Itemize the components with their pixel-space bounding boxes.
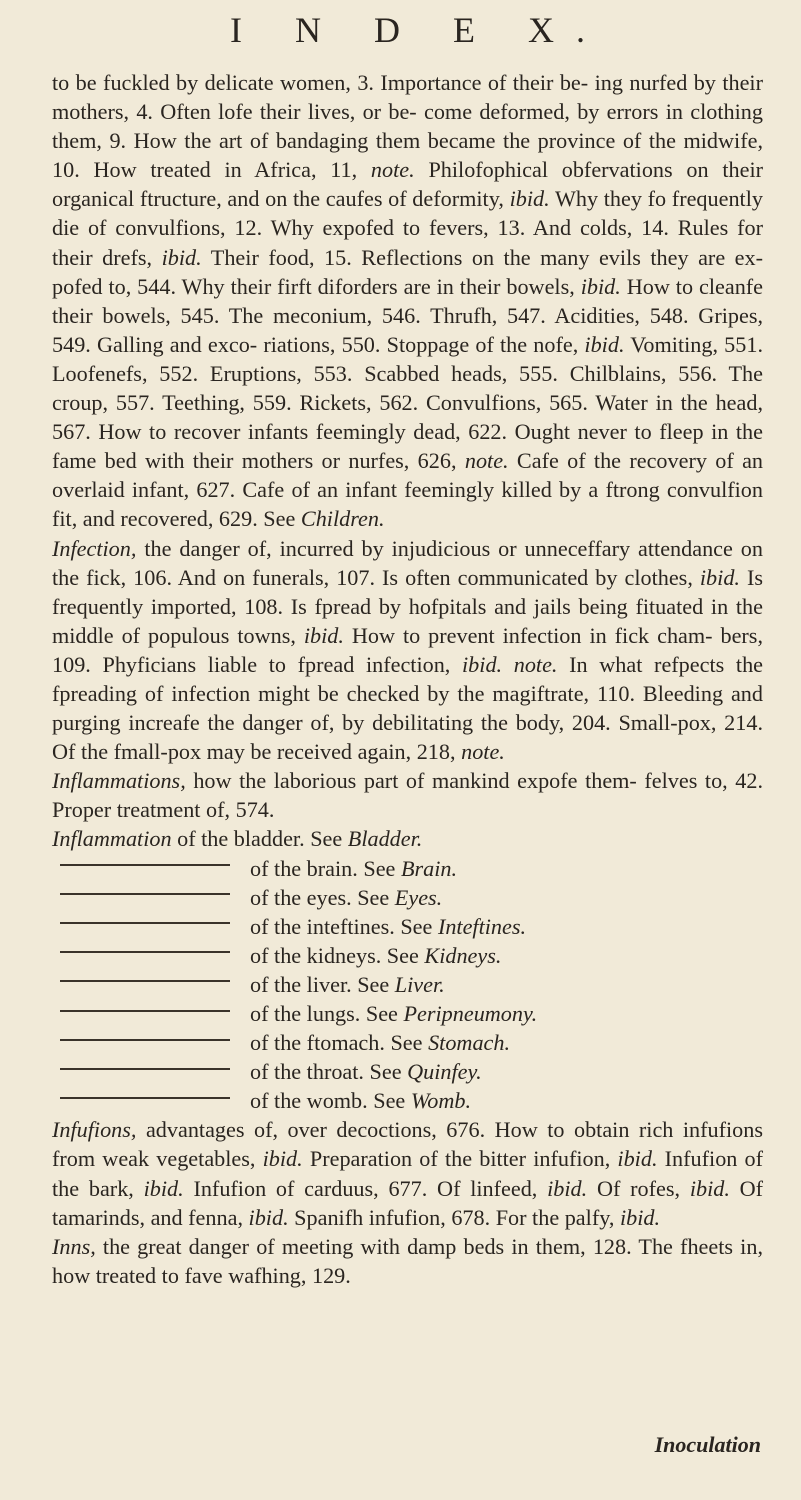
entry-inns: Inns, the great danger of meeting with damp beds in them, 128. The fheets in, how treated to fave wafhing, 129. — [52, 1233, 763, 1288]
list-item: of the brain. See Brain. — [52, 854, 763, 883]
ditto-rule — [60, 1068, 230, 1070]
list-item: of the womb. See Womb. — [52, 1086, 763, 1115]
entry-heading: Infufions, — [52, 1117, 137, 1143]
index-body — [52, 68, 763, 1290]
page-header: I N D E X. — [230, 10, 607, 50]
ditto-rule — [60, 1039, 230, 1041]
entry-infusions: Infufions, advantages of, over decoctions, 676. How to obtain rich infufions from weak vegetables, ibid. Preparation of the bitter infufion, ibid. Infufion of the bark, ibid. Infufion of carduus, 677. Of linfeed, ibid. Of rofes, ibid. Of tamarinds, and fenna, ibid. Spanifh infufion, 678. For the palfy, ibid. — [52, 1117, 764, 1230]
ditto-rule — [60, 864, 230, 866]
entry-infants-continued: to be fuckled by delicate women, 3. Importance of their be- ing nurfed by their mothers, 4. Often lofe their lives, or be- come deformed, by errors in clothing them, 9. How the art of bandaging them became the province of the midwife, 10. How treated in Africa, 11, note. Philofophical obfervations on their organical ftructure, and on the caufes of deformity, ibid. Why they fo frequently die of convulfions, 12. Why expofed to fevers, 13. And colds, 14. Rules for their drefs, ibid. Their food, 15. Reflections on the many evils they are ex- pofed to, 544. Why their firft diforders are in their bowels, ibid. How to cleanfe their bowels, 545. The meconium, 546. Thrufh, 547. Acidities, 548. Gripes, 549. Galling and exco- riations, 550. Stoppage of the nofe, ibid. Vomiting, 551. Loofenefs, 552. Eruptions, 553. Scabbed heads, 555. Chilblains, 556. The croup, 557. Teething, 559. Rickets, 562. Convulfions, 565. Water in the head, 567. How to recover infants feemingly dead, 622. Ought never to fleep in the fame bed with their mothers or nurfes, 626, note. Cafe of the recovery of an overlaid infant, 627. Cafe of an infant feemingly killed by a ftrong convulfion fit, and recovered, 629. See Children. — [52, 70, 764, 532]
ditto-rule — [60, 922, 230, 924]
list-item: of the kidneys. See Kidneys. — [52, 941, 763, 970]
entry-inflammation: Inflammation of the bladder. See Bladder. — [52, 826, 423, 852]
list-item: of the throat. See Quinfey. — [52, 1057, 763, 1086]
entry-heading: Inflammations, — [52, 768, 186, 794]
list-item: of the ftomach. See Stomach. — [52, 1028, 763, 1057]
ditto-rule — [60, 893, 230, 895]
list-item: of the inteftines. See Inteftines. — [52, 912, 763, 941]
entry-infection: Infection, the danger of, incurred by injudicious or unneceffary attendance on the fick, 106. And on funerals, 107. Is often communicated by clothes, ibid. Is frequently imported, 108. Is fpread by hofpitals and jails being fituated in the middle of populous towns, ibid. How to prevent infection in fick cham- bers, 109. Phyficians liable to fpread infection, ibid. note. In what refpects the fpreading of infection might be checked by the magiftrate, 110. Bleeding and purging increafe the danger of, by debilitating the body, 204. Small-pox, 214. Of the fmall-pox may be received again, 218, note. — [52, 535, 764, 765]
entry-heading: Infection, — [52, 535, 137, 561]
ditto-rule — [60, 951, 230, 953]
entry-inflammations: Inflammations, how the laborious part of mankind expofe them- felves to, 42. Proper treatment of, 574. — [52, 768, 764, 823]
entry-heading: Inns, — [52, 1233, 96, 1259]
list-item: of the liver. See Liver. — [52, 970, 763, 999]
entry-heading: Inflammation — [52, 826, 172, 852]
list-item: of the lungs. See Peripneumony. — [52, 999, 763, 1028]
inflammation-sublist — [52, 854, 763, 1116]
ditto-rule — [60, 980, 230, 982]
ditto-rule — [60, 1010, 230, 1012]
ditto-rule — [60, 1097, 230, 1099]
list-item: of the eyes. See Eyes. — [52, 883, 763, 912]
catchword: Inoculation — [654, 1432, 761, 1457]
